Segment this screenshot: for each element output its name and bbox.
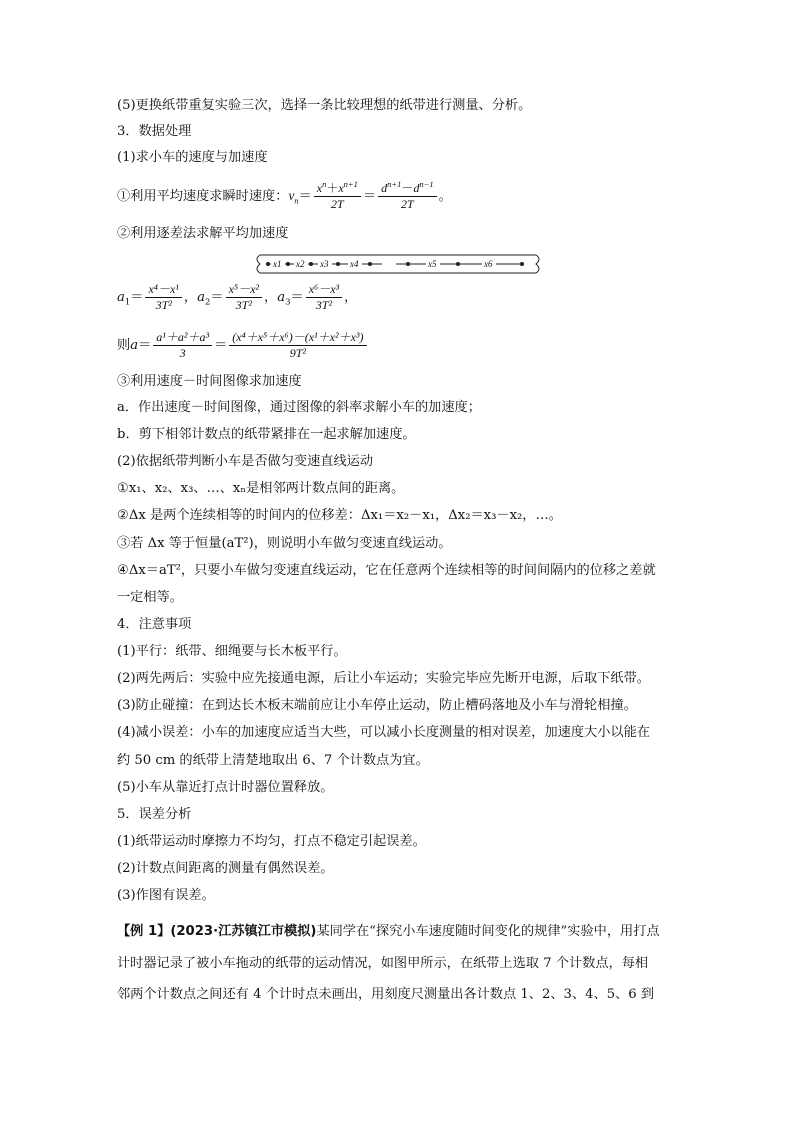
count-point [368,262,371,265]
count-point [266,262,269,265]
average-acceleration-formula: 则a＝ $\frac{\text{a¹＋a²＋a³}}{3}$ ＝ $\frac{\text{(x⁴＋x⁵＋x⁶)－(x¹＋x²＋x³)}}{\text{9T²}}$ [117,326,369,366]
count-point [336,262,339,265]
tape-label: x1 [273,259,282,269]
precaution-2: (2)两先两后：实验中应先接通电源，后让小车运动；实验完毕应先断开电源，后取下纸带。 [117,671,650,686]
fraction-d: $\frac{d^{n+1}-d^{n-1}}{2T}$ [378,181,437,212]
check-item-4-cont: 一定相等。 [117,590,183,605]
svg-text:x3 [319,259,329,269]
method-vt-a: a．作出速度－时间图像，通过图像的斜率求解小车的加速度； [117,400,481,415]
precaution-4: (4)减小误差：小车的加速度应适当大些，可以减小长度测量的相对误差，加速度大小以能在 [117,725,650,740]
tape-label: x4 [350,259,359,269]
heading-data-processing: 3．数据处理 [117,124,192,139]
example-1-line-1: 【例 1】(2023·江苏镇江市模拟)某同学在“探究小车速度随时间变化的规律”实验中，用打点 [117,924,660,939]
sub-heading-uniform-check: (2)依据纸带判断小车是否做匀变速直线运动 [117,454,374,469]
tape-label: x3 [320,259,329,269]
error-1: (1)纸带运动时摩擦力不均匀，打点不稳定引起误差。 [117,834,426,849]
check-item-3: ③若 Δx 等于恒量(aT²)，则说明小车做匀变速直线运动。 [117,536,452,551]
a-components-formula: $a_1=$ $\frac{\text{x⁴－x¹}}{\text{3T²}}$ ，$a_2=$ $\frac{\text{x⁵－x²}}{\text{3T²}}$ ，$a_3=$ $\frac{\text{x⁶－x³}}{\text{3T²}}$ ， [117,282,358,312]
method-vt-graph: ③利用速度－时间图像求加速度 [117,374,302,389]
example-1-line-3: 邻两个计数点之间还有 4 个计时点未画出，用刻度尺测量出各计数点 1、2、3、4、5、6 到 [117,987,655,1002]
step-5-text: (5)更换纸带重复实验三次，选择一条比较理想的纸带进行测量、分析。 [117,98,532,113]
heading-error-analysis: 5．误差分析 [117,807,192,822]
check-item-4: ④Δx＝aT²，只要小车做匀变速直线运动，它在任意两个连续相等的时间间隔内的位移之差就 [117,563,656,578]
error-3: (3)作图有误差。 [117,888,215,903]
method-successive-difference: ②利用逐差法求解平均加速度 [117,226,289,241]
example-source: (2023·江苏镇江市模拟) [170,924,317,939]
sub-heading-velocity-acceleration: (1)求小车的速度与加速度 [117,150,268,165]
svg-text:x6 [483,259,493,269]
precaution-3: (3)防止碰撞：在到达长木板末端前应让小车停止运动，防止槽码落地及小车与滑轮相撞。 [117,698,637,713]
precaution-4-cont: 约 50 cm 的纸带上清楚地取出 6、7 个计数点为宜。 [117,753,429,768]
count-point [406,262,409,265]
check-item-1: ①x₁、x₂、x₃、…、xₙ是相邻两计数点间的距离。 [117,481,405,496]
svg-text:x2 [295,259,305,269]
svg-text:x5 [427,259,437,269]
method-vt-b: b．剪下相邻计数点的纸带紧排在一起求解加速度。 [117,427,416,442]
tape-label: x2 [296,259,305,269]
count-point [309,262,312,265]
instant-velocity-formula: ①利用平均速度求瞬时速度：$v_n=$ $\frac{x^n+x^{n+1}}{2T}$ ＝ $\frac{d^{n+1}-d^{n-1}}{2T}$ 。 [117,179,452,211]
count-point [456,262,459,265]
paper-tape-diagram [254,253,542,275]
svg-text:x4 [349,259,359,269]
tape-label: x5 [428,259,437,269]
svg-text:x1 [272,259,282,269]
check-item-2: ②Δx 是两个连续相等的时间内的位移差：Δx₁＝x₂－x₁，Δx₂＝x₃－x₂，…。 [117,508,562,523]
error-2: (2)计数点间距离的测量有偶然误差。 [117,861,334,876]
precaution-5: (5)小车从靠近打点计时器位置释放。 [117,780,334,795]
tape-label: x6 [484,259,493,269]
example-tag: 【例 1】 [117,924,171,939]
count-point [286,262,289,265]
count-point [520,262,523,265]
precaution-1: (1)平行：纸带、细绳要与长木板平行。 [117,644,347,659]
example-1-line-2: 计时器记录了被小车拖动的纸带的运动情况，如图甲所示，在纸带上选取 7 个计数点，每相 [117,956,649,971]
heading-precautions: 4．注意事项 [117,617,192,632]
fraction-x: $\frac{x^n+x^{n+1}}{2T}$ [314,181,361,212]
